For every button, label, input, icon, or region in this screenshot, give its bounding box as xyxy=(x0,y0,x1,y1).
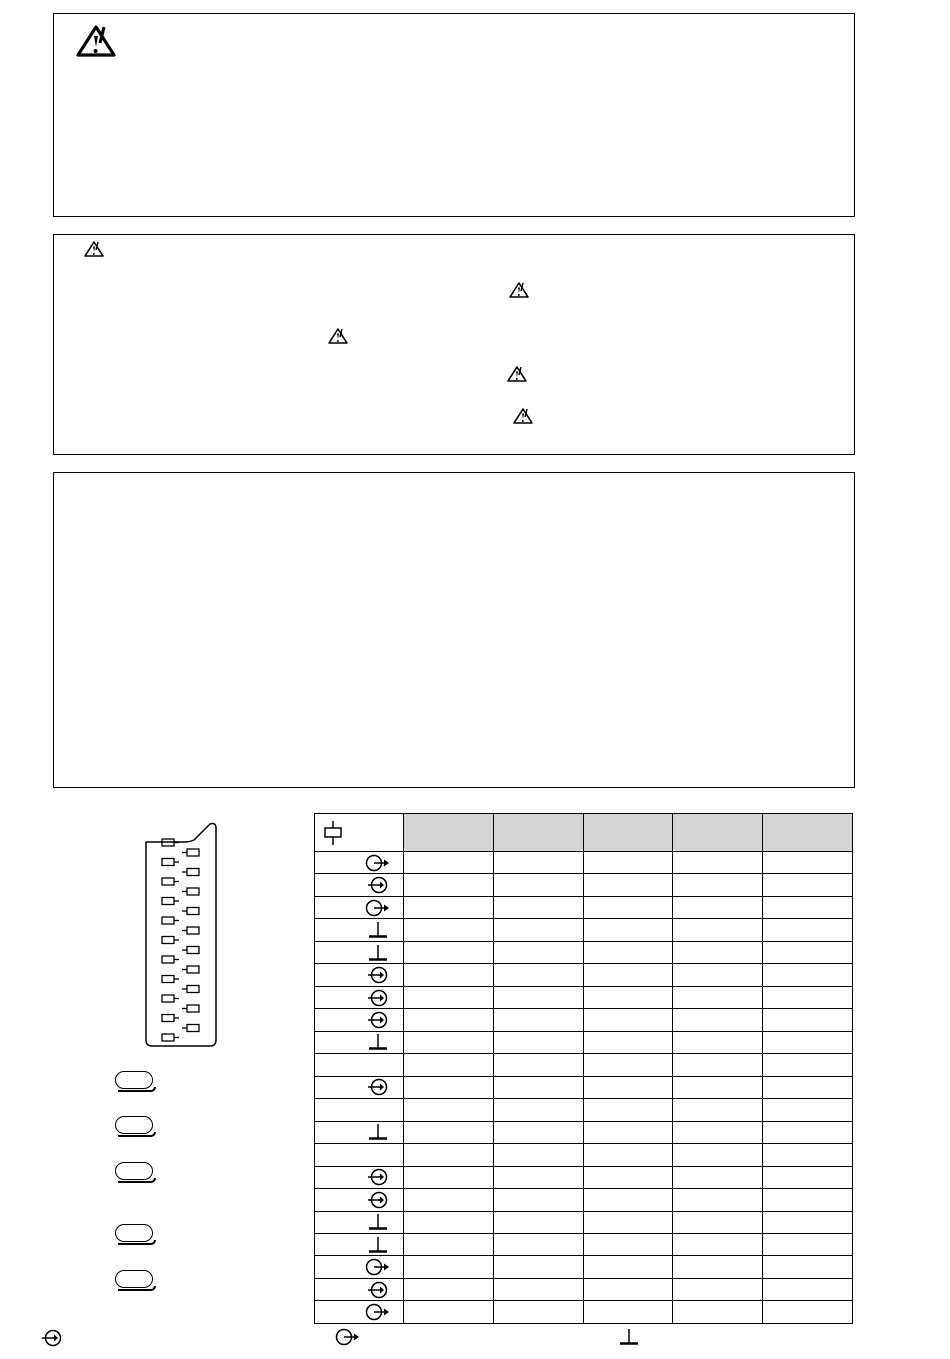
connector-pin xyxy=(182,947,199,954)
scart-pin-icon xyxy=(321,820,347,846)
pin-symbol-cell xyxy=(315,919,404,941)
table-cell xyxy=(583,852,673,874)
table-row xyxy=(315,1211,853,1233)
table-cell xyxy=(583,1054,673,1076)
table-cell xyxy=(583,1076,673,1098)
table-cell xyxy=(583,1301,673,1324)
table-row xyxy=(315,1099,853,1121)
pin-symbol-cell xyxy=(315,1144,404,1166)
table-cell xyxy=(763,964,853,986)
table-cell xyxy=(583,1121,673,1143)
connector-pin xyxy=(182,986,199,993)
warning-triangle-icon xyxy=(512,407,534,425)
table-cell xyxy=(493,1166,583,1188)
pin-symbol-cell xyxy=(315,941,404,963)
table-cell xyxy=(404,1278,494,1300)
pin-symbol-cell xyxy=(315,852,404,874)
table-cell xyxy=(493,852,583,874)
circle-input-arrow-icon xyxy=(367,965,389,985)
table-cell xyxy=(583,1144,673,1166)
table-row xyxy=(315,1121,853,1143)
table-row xyxy=(315,941,853,963)
warning-triangle-icon xyxy=(327,327,349,345)
table-cell xyxy=(493,1099,583,1121)
column-header xyxy=(493,814,583,852)
pin-symbol-cell xyxy=(315,1301,404,1324)
connector-pin xyxy=(162,859,179,866)
ground-icon xyxy=(367,920,389,940)
table-cell xyxy=(583,1256,673,1278)
table-cell xyxy=(763,1144,853,1166)
table-row xyxy=(315,919,853,941)
connector-pin xyxy=(182,966,199,973)
table-cell xyxy=(583,986,673,1008)
table-row xyxy=(315,1054,853,1076)
table-row xyxy=(315,1144,853,1166)
table-cell xyxy=(404,896,494,918)
output-icon xyxy=(334,1327,360,1347)
notice-box-2 xyxy=(53,234,855,455)
table-cell xyxy=(404,964,494,986)
table-cell xyxy=(493,896,583,918)
table-cell xyxy=(673,1211,763,1233)
table-cell xyxy=(763,919,853,941)
warning-triangle-icon xyxy=(83,240,105,258)
table-cell xyxy=(493,1233,583,1255)
connector-pin xyxy=(182,1025,199,1032)
table-cell xyxy=(493,964,583,986)
table-cell xyxy=(673,1144,763,1166)
table-cell xyxy=(763,1076,853,1098)
connector-pin xyxy=(162,976,179,983)
pin-symbol-cell xyxy=(315,964,404,986)
table-cell xyxy=(493,1076,583,1098)
circle-input-arrow-icon xyxy=(367,1280,389,1300)
table-cell xyxy=(673,852,763,874)
table-cell xyxy=(763,1256,853,1278)
table-cell xyxy=(493,1189,583,1211)
table-cell xyxy=(763,1121,853,1143)
pin-symbol-cell xyxy=(315,1009,404,1031)
table-cell xyxy=(404,1054,494,1076)
table-cell xyxy=(583,1211,673,1233)
table-cell xyxy=(493,1278,583,1300)
side-button-4[interactable] xyxy=(115,1224,153,1242)
table-cell xyxy=(493,1054,583,1076)
warning-triangle-icon xyxy=(508,281,530,299)
table-cell xyxy=(404,852,494,874)
table-row xyxy=(315,964,853,986)
scart-connector-icon xyxy=(138,820,220,1050)
table-cell xyxy=(583,1099,673,1121)
pin-symbol-cell xyxy=(315,1031,404,1053)
connector-pin xyxy=(162,1015,179,1022)
table-cell xyxy=(583,1166,673,1188)
table-cell xyxy=(673,1076,763,1098)
table-cell xyxy=(583,941,673,963)
table-cell xyxy=(404,1301,494,1324)
connector-pin xyxy=(162,1034,179,1041)
table-row xyxy=(315,1256,853,1278)
column-header xyxy=(763,814,853,852)
table-cell xyxy=(404,941,494,963)
pin-symbol-cell xyxy=(315,986,404,1008)
table-row xyxy=(315,1233,853,1255)
table-cell xyxy=(673,986,763,1008)
table-row xyxy=(315,986,853,1008)
connector-pin xyxy=(182,869,199,876)
table-cell xyxy=(763,874,853,896)
table-cell xyxy=(763,1009,853,1031)
table-cell xyxy=(673,1256,763,1278)
table-cell xyxy=(404,1166,494,1188)
table-cell xyxy=(583,874,673,896)
pin-symbol-cell xyxy=(315,1211,404,1233)
table-cell xyxy=(763,1189,853,1211)
table-cell xyxy=(673,1233,763,1255)
connector-pin xyxy=(182,849,199,856)
table-cell xyxy=(763,986,853,1008)
table-row xyxy=(315,1278,853,1300)
pin-symbol-cell xyxy=(315,1076,404,1098)
ground-icon xyxy=(367,1235,389,1255)
side-button-5[interactable] xyxy=(115,1270,153,1288)
connector-pin xyxy=(182,1005,199,1012)
table-cell xyxy=(493,986,583,1008)
connector-pin xyxy=(162,898,179,905)
table-cell xyxy=(763,852,853,874)
side-button-2[interactable] xyxy=(115,1116,153,1134)
connector-pin xyxy=(162,937,179,944)
table-cell xyxy=(404,1256,494,1278)
circle-input-arrow-icon xyxy=(367,1167,389,1187)
table-cell xyxy=(493,874,583,896)
side-button-3[interactable] xyxy=(115,1162,153,1180)
table-cell xyxy=(493,1031,583,1053)
circle-input-arrow-icon xyxy=(367,988,389,1008)
connector-pin xyxy=(182,927,199,934)
table-cell xyxy=(583,1278,673,1300)
table-cell xyxy=(583,964,673,986)
circle-input-arrow-icon xyxy=(367,1010,389,1030)
pin-symbol-cell xyxy=(315,1278,404,1300)
table-cell xyxy=(763,1278,853,1300)
connector-pin xyxy=(162,995,179,1002)
pin-header-cell xyxy=(315,814,404,852)
table-row xyxy=(315,896,853,918)
column-header xyxy=(404,814,494,852)
table-cell xyxy=(404,1009,494,1031)
pin-symbol-cell xyxy=(315,1121,404,1143)
circle-output-arrow-icon xyxy=(365,1302,389,1322)
connector-pin xyxy=(162,878,179,885)
pin-symbol-cell xyxy=(315,1166,404,1188)
ground-icon xyxy=(367,1122,389,1142)
table-cell xyxy=(763,1166,853,1188)
table-cell xyxy=(404,1233,494,1255)
table-cell xyxy=(763,1301,853,1324)
table-cell xyxy=(763,1211,853,1233)
connector-pin xyxy=(162,917,179,924)
ground-icon xyxy=(367,1032,389,1052)
table-cell xyxy=(404,1076,494,1098)
table-cell xyxy=(583,1233,673,1255)
table-cell xyxy=(404,919,494,941)
ground-icon xyxy=(367,1212,389,1232)
table-cell xyxy=(673,1278,763,1300)
circle-input-arrow-icon xyxy=(367,1190,389,1210)
table-cell xyxy=(404,1031,494,1053)
table-cell xyxy=(763,896,853,918)
ground-icon xyxy=(367,943,389,963)
connector-pin xyxy=(162,956,179,963)
table-cell xyxy=(763,1099,853,1121)
table-cell xyxy=(763,1054,853,1076)
notice-box-3 xyxy=(53,472,855,788)
input-icon xyxy=(40,1328,64,1348)
table-cell xyxy=(404,1189,494,1211)
table-row xyxy=(315,1009,853,1031)
table-cell xyxy=(673,1166,763,1188)
circle-output-arrow-icon xyxy=(365,853,389,873)
table-header-row xyxy=(315,814,853,852)
pin-symbol-cell xyxy=(315,874,404,896)
table-cell xyxy=(404,1099,494,1121)
column-header xyxy=(673,814,763,852)
warning-triangle-icon xyxy=(74,23,118,59)
table-cell xyxy=(673,1121,763,1143)
table-cell xyxy=(673,896,763,918)
pin-symbol-cell xyxy=(315,896,404,918)
table-cell xyxy=(404,1144,494,1166)
pin-symbol-cell xyxy=(315,1189,404,1211)
pin-symbol-cell xyxy=(315,1054,404,1076)
table-cell xyxy=(673,1031,763,1053)
table-cell xyxy=(763,1233,853,1255)
table-cell xyxy=(763,1031,853,1053)
table-row xyxy=(315,1301,853,1324)
scart-pin-table xyxy=(314,813,853,1324)
table-cell xyxy=(673,1301,763,1324)
table-cell xyxy=(583,1009,673,1031)
ground-icon xyxy=(618,1327,640,1347)
notice-box-1 xyxy=(53,13,855,217)
table-cell xyxy=(493,1256,583,1278)
pin-symbol-cell xyxy=(315,1256,404,1278)
table-cell xyxy=(673,941,763,963)
warning-triangle-icon xyxy=(506,365,528,383)
table-cell xyxy=(493,1144,583,1166)
table-row xyxy=(315,852,853,874)
table-row xyxy=(315,1031,853,1053)
table-cell xyxy=(673,1054,763,1076)
table-cell xyxy=(673,1009,763,1031)
table-cell xyxy=(493,1009,583,1031)
table-row xyxy=(315,874,853,896)
circle-input-arrow-icon xyxy=(367,875,389,895)
table-cell xyxy=(583,1189,673,1211)
pin-symbol-cell xyxy=(315,1099,404,1121)
table-cell xyxy=(493,1121,583,1143)
table-cell xyxy=(493,941,583,963)
table-cell xyxy=(673,1099,763,1121)
connector-pin xyxy=(182,908,199,915)
table-cell xyxy=(493,1211,583,1233)
table-row xyxy=(315,1189,853,1211)
scart-pin-group xyxy=(162,839,199,1041)
circle-output-arrow-icon xyxy=(365,1257,389,1277)
table-cell xyxy=(673,964,763,986)
table-cell xyxy=(673,1189,763,1211)
table-cell xyxy=(583,896,673,918)
table-row xyxy=(315,1076,853,1098)
table-cell xyxy=(763,941,853,963)
connector-pin xyxy=(182,888,199,895)
circle-output-arrow-icon xyxy=(365,898,389,918)
table-cell xyxy=(583,1031,673,1053)
table-cell xyxy=(404,1211,494,1233)
table-cell xyxy=(493,1301,583,1324)
table-cell xyxy=(583,919,673,941)
pin-symbol-cell xyxy=(315,1233,404,1255)
table-cell xyxy=(404,986,494,1008)
side-button-1[interactable] xyxy=(115,1071,153,1089)
table-cell xyxy=(673,919,763,941)
table-row xyxy=(315,1166,853,1188)
table-cell xyxy=(673,874,763,896)
table-cell xyxy=(493,919,583,941)
circle-input-arrow-icon xyxy=(367,1077,389,1097)
table-cell xyxy=(404,874,494,896)
table-cell xyxy=(404,1121,494,1143)
column-header xyxy=(583,814,673,852)
